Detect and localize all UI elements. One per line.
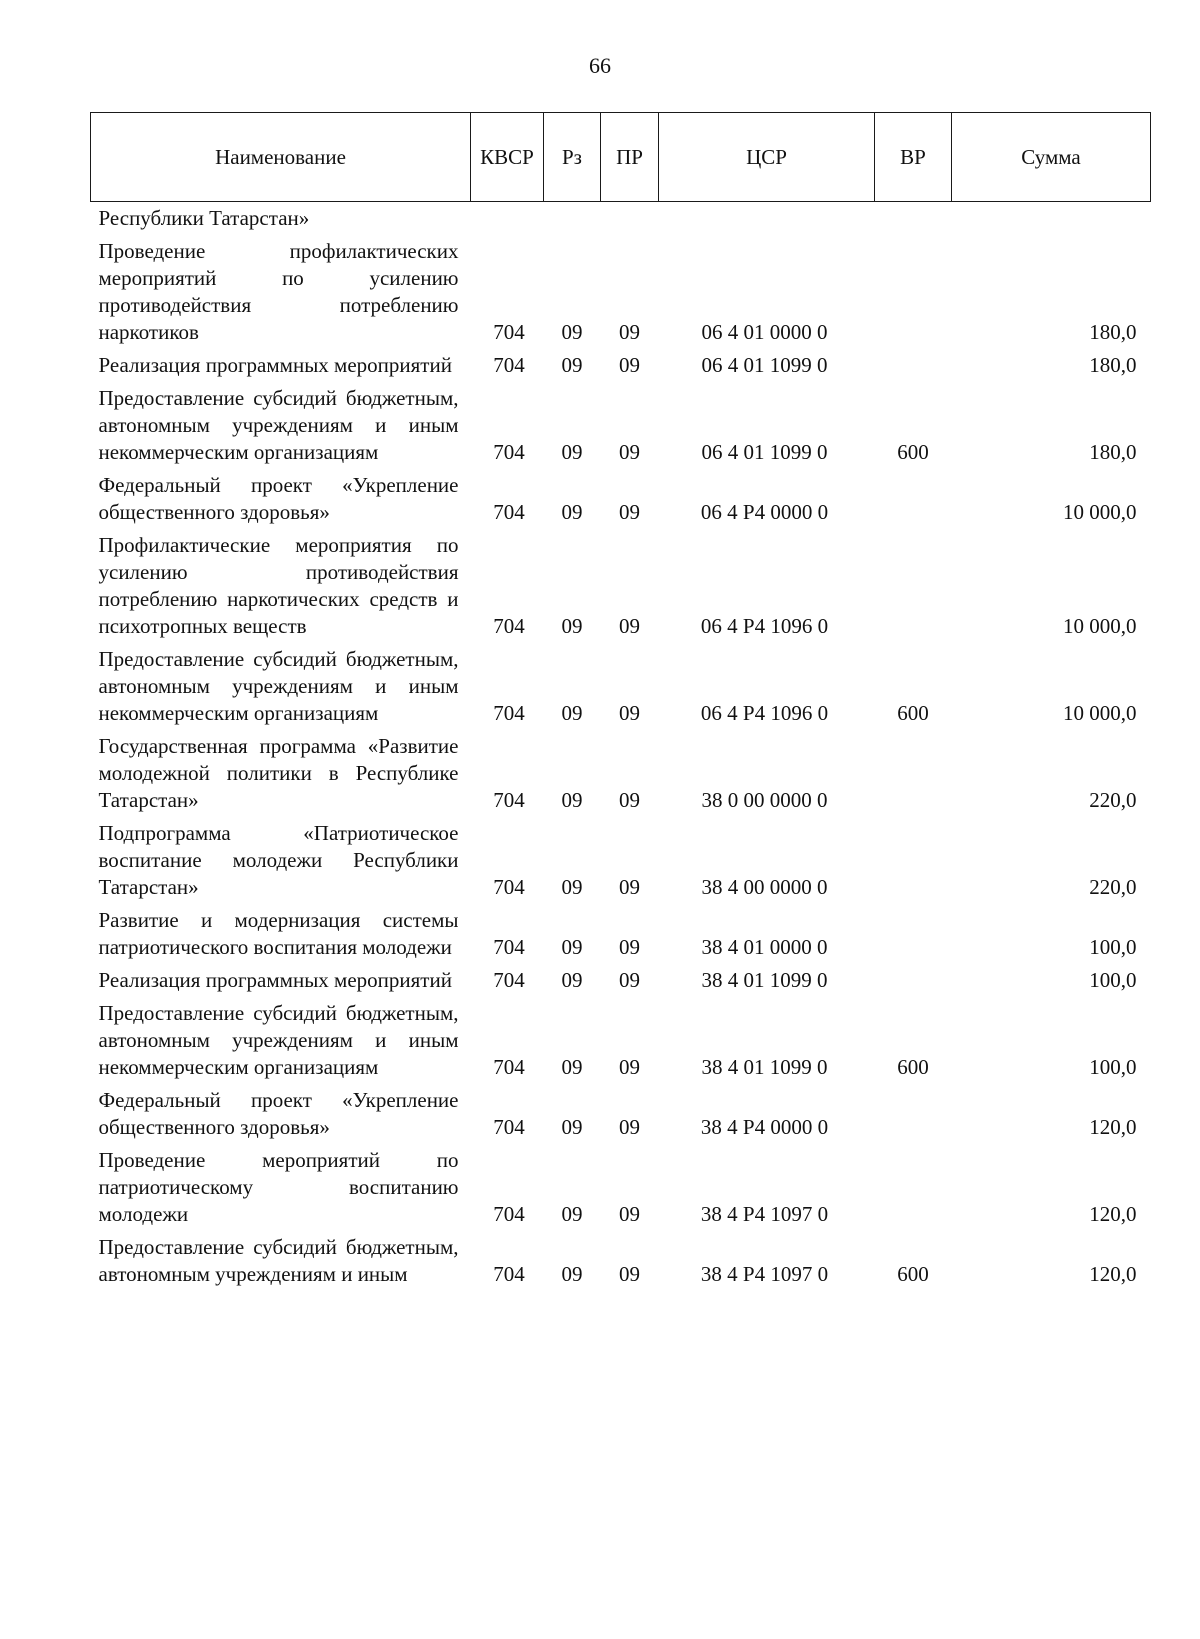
cell-pr: 09 (619, 701, 640, 725)
header-rz: Рз (544, 113, 601, 202)
cell-pr: 09 (619, 788, 640, 812)
cell-name: Республики Татарстан» (98, 206, 310, 230)
cell-pr: 09 (619, 1115, 640, 1139)
cell-rz: 09 (561, 353, 583, 377)
cell-name: Предоставление субсидий бюджетным, автономным учреждениям и иным некоммерческим организациям (98, 647, 459, 725)
cell-name: Проведение мероприятий по патриотическому воспитанию молодежи (98, 1148, 459, 1226)
cell-vr (875, 904, 952, 964)
cell-csr: 38 4 01 1099 0 (701, 968, 828, 992)
cell-sum: 100,0 (1089, 935, 1137, 959)
cell-sum: 180,0 (1089, 320, 1137, 344)
table-row (91, 202, 1151, 236)
cell-csr: 38 4 01 1099 0 (701, 1055, 828, 1079)
cell-csr: 38 4 P4 1097 0 (700, 1202, 829, 1226)
cell-pr: 09 (619, 440, 640, 464)
page-number: 66 (589, 53, 611, 78)
cell-csr: 38 4 01 0000 0 (701, 935, 828, 959)
cell-csr: 06 4 P4 1096 0 (700, 614, 829, 638)
header-csr: ЦСР (659, 113, 875, 202)
cell-kvsr: 704 (493, 353, 525, 377)
cell-kvsr: 704 (493, 968, 525, 992)
cell-rz: 09 (561, 968, 583, 992)
cell-rz: 09 (561, 788, 583, 812)
cell-csr (659, 202, 875, 236)
cell-rz: 09 (561, 875, 583, 899)
cell-csr: 38 4 P4 1097 0 (700, 1262, 829, 1286)
header-pr: ПР (601, 113, 659, 202)
cell-vr: 600 (897, 1262, 929, 1286)
cell-name: Федеральный проект «Укрепление общественного здоровья» (98, 473, 459, 524)
cell-vr (875, 817, 952, 904)
cell-kvsr: 704 (493, 875, 525, 899)
cell-rz: 09 (561, 320, 583, 344)
table-row (91, 904, 1151, 964)
cell-name: Подпрограмма «Патриотическое воспитание молодежи Республики Татарстан» (98, 821, 459, 899)
cell-kvsr: 704 (493, 1115, 525, 1139)
cell-name: Государственная программа «Развитие молодежной политики в Республике Татарстан» (98, 734, 459, 812)
cell-name: Профилактические мероприятия по усилению противодействия потреблению наркотических средств и психотропных веществ (98, 533, 459, 638)
cell-rz: 09 (561, 935, 583, 959)
cell-pr: 09 (619, 1055, 640, 1079)
table-body (91, 202, 1151, 1292)
cell-kvsr: 704 (493, 1262, 525, 1286)
cell-csr: 06 4 01 1099 0 (701, 353, 828, 377)
table-row (91, 730, 1151, 817)
cell-csr: 06 4 01 1099 0 (701, 440, 828, 464)
cell-vr (875, 1144, 952, 1231)
table-row (91, 382, 1151, 469)
table-row (91, 235, 1151, 349)
header-vr: ВР (875, 113, 952, 202)
cell-kvsr: 704 (493, 701, 525, 725)
cell-vr (875, 529, 952, 643)
cell-sum: 10 000,0 (1063, 500, 1137, 524)
cell-rz (544, 202, 601, 236)
cell-name: Проведение профилактических мероприятий по усилению противодействия потреблению наркотиков (98, 239, 459, 344)
cell-pr: 09 (619, 1202, 640, 1226)
cell-vr (875, 964, 952, 997)
cell-csr: 38 4 00 0000 0 (701, 875, 828, 899)
table-row (91, 469, 1151, 529)
cell-kvsr (471, 202, 544, 236)
cell-pr: 09 (619, 935, 640, 959)
cell-kvsr: 704 (493, 935, 525, 959)
cell-pr: 09 (619, 1262, 640, 1286)
cell-name: Предоставление субсидий бюджетным, автономным учреждениям и иным некоммерческим организациям (98, 386, 459, 464)
cell-pr: 09 (619, 500, 640, 524)
cell-name: Федеральный проект «Укрепление общественного здоровья» (98, 1088, 459, 1139)
cell-vr (875, 469, 952, 529)
cell-rz: 09 (561, 1202, 583, 1226)
cell-sum: 180,0 (1089, 353, 1137, 377)
cell-sum: 220,0 (1089, 875, 1137, 899)
table-row (91, 349, 1151, 382)
cell-name: Реализация программных мероприятий (98, 968, 452, 992)
cell-sum: 120,0 (1089, 1262, 1137, 1286)
cell-kvsr: 704 (493, 320, 525, 344)
cell-vr (875, 235, 952, 349)
cell-pr: 09 (619, 968, 640, 992)
cell-rz: 09 (561, 701, 583, 725)
cell-sum: 10 000,0 (1063, 701, 1137, 725)
budget-table (90, 112, 1151, 1291)
cell-rz: 09 (561, 440, 583, 464)
cell-kvsr: 704 (493, 1055, 525, 1079)
table-row (91, 1231, 1151, 1291)
cell-kvsr: 704 (493, 440, 525, 464)
cell-vr: 600 (897, 1055, 929, 1079)
header-kvsr: КВСР (471, 113, 544, 202)
cell-sum: 120,0 (1089, 1202, 1137, 1226)
cell-name: Реализация программных мероприятий (98, 353, 452, 377)
cell-pr: 09 (619, 614, 640, 638)
cell-vr: 600 (897, 440, 929, 464)
table-row (91, 1084, 1151, 1144)
table-row (91, 643, 1151, 730)
cell-pr (601, 202, 659, 236)
cell-sum: 100,0 (1089, 968, 1137, 992)
cell-sum: 120,0 (1089, 1115, 1137, 1139)
table-row (91, 529, 1151, 643)
cell-pr: 09 (619, 875, 640, 899)
cell-kvsr: 704 (493, 788, 525, 812)
cell-vr (875, 202, 952, 236)
cell-vr (875, 1084, 952, 1144)
cell-sum: 10 000,0 (1063, 614, 1137, 638)
cell-kvsr: 704 (493, 614, 525, 638)
cell-kvsr: 704 (493, 1202, 525, 1226)
cell-rz: 09 (561, 614, 583, 638)
table-header (91, 113, 1151, 202)
table-row (91, 997, 1151, 1084)
header-sum: Сумма (952, 113, 1151, 202)
cell-pr: 09 (619, 353, 640, 377)
cell-sum: 220,0 (1089, 788, 1137, 812)
cell-csr: 06 4 P4 0000 0 (700, 500, 829, 524)
cell-csr: 06 4 01 0000 0 (701, 320, 828, 344)
cell-csr: 38 4 P4 0000 0 (700, 1115, 829, 1139)
cell-sum (952, 202, 1151, 236)
cell-rz: 09 (561, 1115, 583, 1139)
cell-pr: 09 (619, 320, 640, 344)
cell-rz: 09 (561, 1262, 583, 1286)
table-row (91, 817, 1151, 904)
cell-sum: 100,0 (1089, 1055, 1137, 1079)
cell-rz: 09 (561, 1055, 583, 1079)
cell-vr (875, 349, 952, 382)
cell-kvsr: 704 (493, 500, 525, 524)
header-row (91, 113, 1151, 202)
cell-name: Предоставление субсидий бюджетным, автономным учреждениям и иным некоммерческим организациям (98, 1001, 459, 1079)
cell-rz: 09 (561, 500, 583, 524)
cell-csr: 06 4 P4 1096 0 (700, 701, 829, 725)
header-name: Наименование (91, 113, 471, 202)
cell-sum: 180,0 (1089, 440, 1137, 464)
table-row (91, 1144, 1151, 1231)
cell-vr (875, 730, 952, 817)
cell-csr: 38 0 00 0000 0 (701, 788, 828, 812)
cell-name: Предоставление субсидий бюджетным, автономным учреждениям и иным (98, 1235, 459, 1286)
table-row (91, 964, 1151, 997)
cell-name: Развитие и модернизация системы патриотического воспитания молодежи (98, 908, 459, 959)
cell-vr: 600 (897, 701, 929, 725)
